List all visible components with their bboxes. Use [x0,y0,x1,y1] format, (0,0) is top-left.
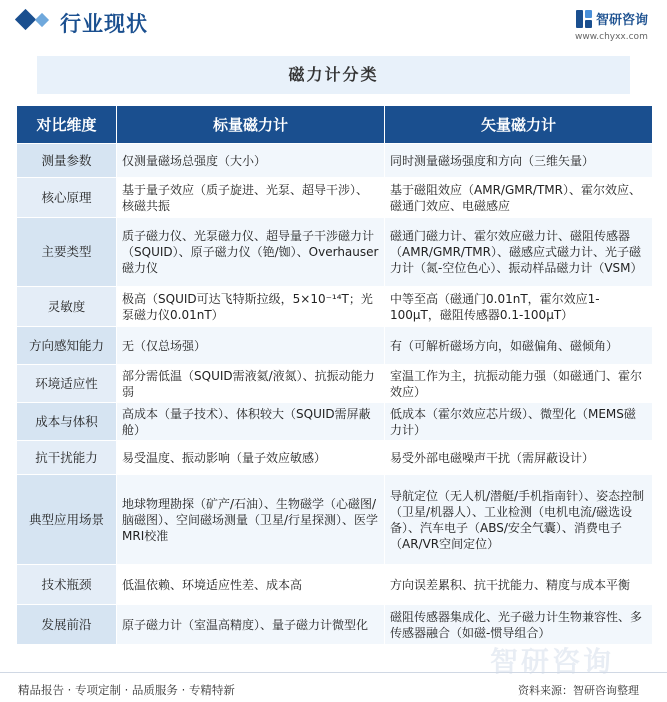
row-label: 方向感知能力 [17,327,117,365]
header-dimension: 对比维度 [17,106,117,144]
row-label: 典型应用场景 [17,475,117,565]
diamond-small-icon [35,13,49,27]
comparison-table [16,105,653,645]
table-row [17,605,653,645]
table-header-row [17,106,653,144]
table-row [17,287,653,327]
brand-name: 智研咨询 [596,13,649,28]
footer-source: 资料来源：智研咨询整理 [518,684,639,697]
vector-cell: 基于磁阻效应（AMR/GMR/TMR）、霍尔效应、磁通门效应、电磁感应 [385,178,653,218]
scalar-cell: 极高（SQUID可达飞特斯拉级，5×10⁻¹⁴T；光泵磁力仪0.01nT） [117,287,385,327]
table-row [17,178,653,218]
table-row [17,441,653,475]
vector-cell: 低成本（霍尔效应芯片级）、微型化（MEMS磁力计） [385,403,653,441]
row-label: 灵敏度 [17,287,117,327]
row-label: 技术瓶颈 [17,565,117,605]
scalar-cell: 高成本（量子技术）、体积较大（SQUID需屏蔽舱） [117,403,385,441]
header [0,0,667,50]
table-row [17,327,653,365]
vector-cell: 磁阻传感器集成化、光子磁力计生物兼容性、多传感器融合（如磁-惯导组合） [385,605,653,645]
row-label: 发展前沿 [17,605,117,645]
scalar-cell: 基于量子效应（质子旋进、光泵、超导干涉）、核磁共振 [117,178,385,218]
scalar-cell: 仅测量磁场总强度（大小） [117,144,385,178]
row-label: 测量参数 [17,144,117,178]
table-row [17,144,653,178]
header-scalar: 标量磁力计 [117,106,385,144]
footer-slogan: 精品报告 · 专项定制 · 品质服务 · 专精特新 [18,683,235,697]
scalar-cell: 部分需低温（SQUID需液氦/液氮）、抗振动能力弱 [117,365,385,403]
watermark: 智研咨询 [490,645,615,678]
scalar-cell: 低温依赖、环境适应性差、成本高 [117,565,385,605]
table-row [17,403,653,441]
table-title: 磁力计分类 [37,56,630,94]
row-label: 核心原理 [17,178,117,218]
row-label: 成本与体积 [17,403,117,441]
scalar-cell: 原子磁力计（室温高精度）、量子磁力计微型化 [117,605,385,645]
row-label: 环境适应性 [17,365,117,403]
page-title: 行业现状 [60,12,148,36]
table-row [17,565,653,605]
table-row [17,365,653,403]
vector-cell: 中等至高（磁通门0.01nT，霍尔效应1-100μT，磁阻传感器0.1-100μT） [385,287,653,327]
diamond-icon [15,9,36,30]
scalar-cell: 无（仅总场强） [117,327,385,365]
vector-cell: 磁通门磁力计、霍尔效应磁力计、磁阻传感器（AMR/GMR/TMR）、磁感应式磁力计、光子磁力计（氮-空位色心）、振动样品磁力计（VSM） [385,218,653,287]
footer [0,672,667,702]
table-row [17,475,653,565]
vector-cell: 易受外部电磁噪声干扰（需屏蔽设计） [385,441,653,475]
row-label: 主要类型 [17,218,117,287]
vector-cell: 导航定位（无人机/潜艇/手机指南针）、姿态控制（卫星/机器人）、工业检测（电机电流/磁选设备）、汽车电子（ABS/安全气囊）、消费电子（AR/VR空间定位） [385,475,653,565]
row-label: 抗干扰能力 [17,441,117,475]
logo-icon [576,10,592,28]
vector-cell: 方向误差累积、抗干扰能力、精度与成本平衡 [385,565,653,605]
scalar-cell: 地球物理勘探（矿产/石油）、生物磁学（心磁图/脑磁图）、空间磁场测量（卫星/行星探测）、医学MRI校准 [117,475,385,565]
vector-cell: 同时测量磁场强度和方向（三维矢量） [385,144,653,178]
scalar-cell: 质子磁力仪、光泵磁力仪、超导量子干涉磁力计（SQUID）、原子磁力仪（铯/铷）、Overhauser磁力仪 [117,218,385,287]
vector-cell: 有（可解析磁场方向，如磁偏角、磁倾角） [385,327,653,365]
table-row [17,218,653,287]
vector-cell: 室温工作为主，抗振动能力强（如磁通门、霍尔效应） [385,365,653,403]
site-url: www.chyxx.com [575,32,648,42]
header-vector: 矢量磁力计 [385,106,653,144]
scalar-cell: 易受温度、振动影响（量子效应敏感） [117,441,385,475]
